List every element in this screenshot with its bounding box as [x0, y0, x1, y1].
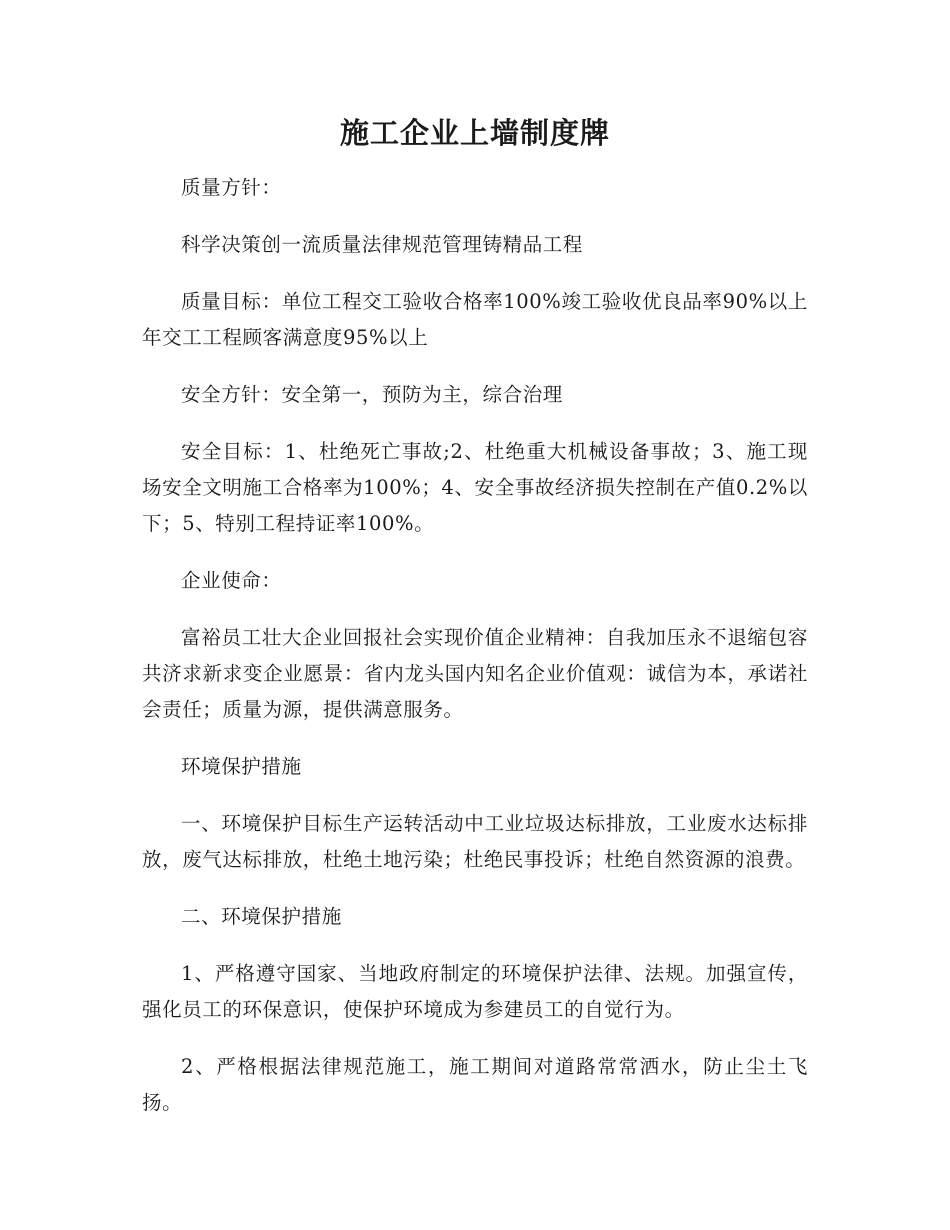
quality-target: 质量目标：单位工程交工验收合格率100%竣工验收优良品率90%以上年交工工程顾客满意度95%以上 — [142, 290, 808, 349]
environment-measures-heading: 二、环境保护措施 — [181, 905, 342, 928]
quality-policy-heading: 质量方针： — [181, 176, 282, 199]
environment-heading: 环境保护措施 — [181, 755, 302, 778]
mission-heading: 企业使命： — [181, 569, 282, 592]
quality-policy-text: 科学决策创一流质量法律规范管理铸精品工程 — [181, 233, 584, 256]
document-title: 施工企业上墙制度牌 — [339, 116, 610, 150]
environment-measure-1: 1、严格遵守国家、当地政府制定的环境保护法律、法规。加强宣传，强化员工的环保意识，使保护环境成为参建员工的自觉行为。 — [142, 962, 808, 1021]
safety-policy: 安全方针：安全第一，预防为主，综合治理 — [181, 383, 563, 406]
safety-target: 安全目标：1、杜绝死亡事故;2、杜绝重大机械设备事故；3、施工现场安全文明施工合格率为100%；4、安全事故经济损失控制在产值0.2%以下；5、特别工程持证率100%。 — [142, 440, 808, 535]
environment-measure-2: 2、严格根据法律规范施工，施工期间对道路常常洒水，防止尘土飞扬。 — [142, 1055, 808, 1114]
mission-text: 富裕员工壮大企业回报社会实现价值企业精神：自我加压永不退缩包容共济求新求变企业愿景：省内龙头国内知名企业价值观：诚信为本，承诺社会责任；质量为源，提供满意服务。 — [142, 626, 808, 721]
environment-target: 一、环境保护目标生产运转活动中工业垃圾达标排放，工业废水达标排放，废气达标排放，杜绝土地污染；杜绝民事投诉；杜绝自然资源的浪费。 — [142, 812, 808, 871]
